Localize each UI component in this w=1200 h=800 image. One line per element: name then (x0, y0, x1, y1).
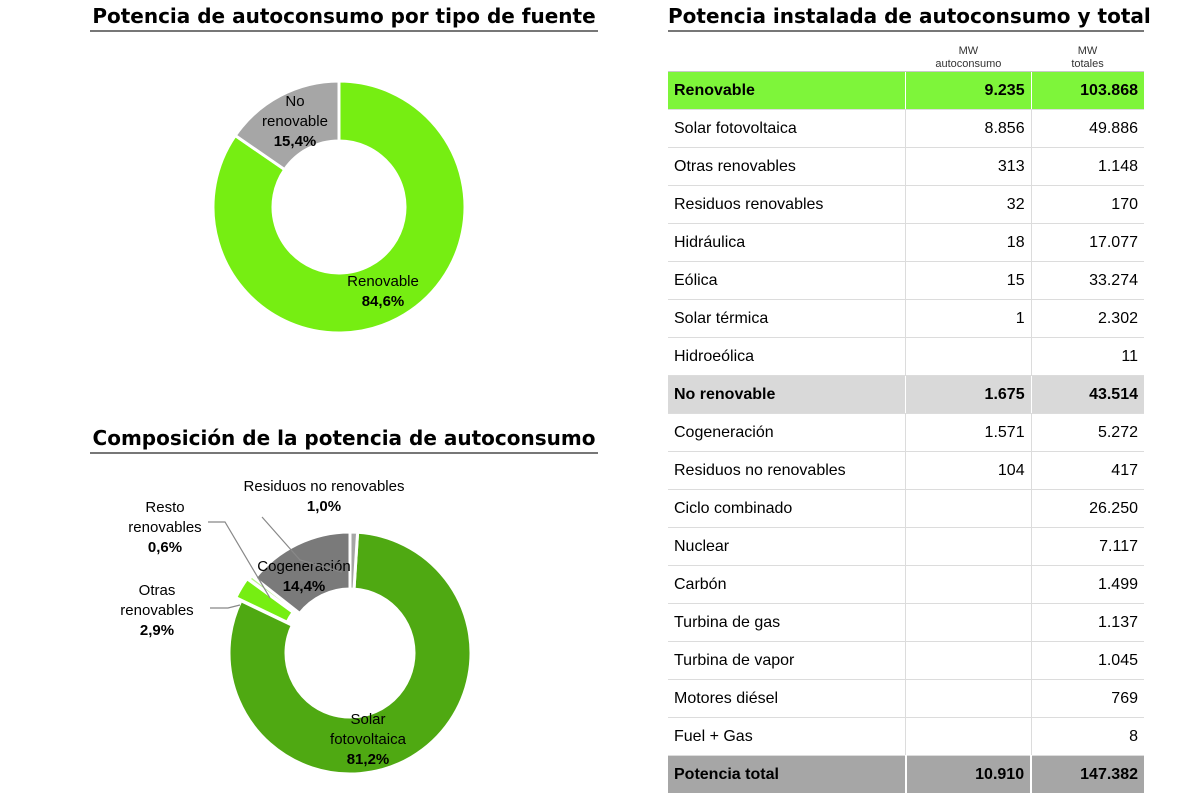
donut2-label-0: Solar fotovoltaica 81,2% (330, 711, 406, 768)
row-name: No renovable (668, 376, 906, 414)
row-name: Solar térmica (668, 300, 906, 338)
row-name: Turbina de vapor (668, 642, 906, 680)
table-row (668, 566, 1144, 604)
row-autoconsumo: 10.910 (906, 756, 1031, 794)
donut1-label-0: Renovable 84,6% (347, 273, 419, 310)
row-name: Eólica (668, 262, 906, 300)
row-name: Hidroeólica (668, 338, 906, 376)
row-total: 17.077 (1031, 224, 1144, 262)
table-row (668, 72, 1144, 110)
capacity-table (668, 38, 1144, 793)
row-autoconsumo (906, 642, 1031, 680)
row-name: Solar fotovoltaica (668, 110, 906, 148)
table-row (668, 376, 1144, 414)
row-name: Renovable (668, 72, 906, 110)
row-total: 417 (1031, 452, 1144, 490)
table-row (668, 604, 1144, 642)
table-row (668, 414, 1144, 452)
row-name: Carbón (668, 566, 906, 604)
table-header-autoconsumo: MW autoconsumo (906, 38, 1031, 72)
row-total: 170 (1031, 186, 1144, 224)
table-row (668, 224, 1144, 262)
row-name: Residuos no renovables (668, 452, 906, 490)
row-name: Potencia total (668, 756, 906, 794)
table-row (668, 490, 1144, 528)
row-autoconsumo (906, 718, 1031, 756)
row-autoconsumo: 8.856 (906, 110, 1031, 148)
row-total: 2.302 (1031, 300, 1144, 338)
row-name: Motores diésel (668, 680, 906, 718)
row-autoconsumo (906, 338, 1031, 376)
row-autoconsumo (906, 680, 1031, 718)
table-row (668, 452, 1144, 490)
table-row (668, 300, 1144, 338)
table-row (668, 642, 1144, 680)
row-autoconsumo: 104 (906, 452, 1031, 490)
donut2-label-3: Cogeneración 14,4% (257, 558, 351, 595)
row-total: 8 (1031, 718, 1144, 756)
row-name: Cogeneración (668, 414, 906, 452)
row-name: Fuel + Gas (668, 718, 906, 756)
donut1-title: Potencia de autoconsumo por tipo de fuente (90, 4, 598, 32)
table-row (668, 718, 1144, 756)
row-total: 43.514 (1031, 376, 1144, 414)
row-name: Turbina de gas (668, 604, 906, 642)
table-row (668, 756, 1144, 794)
row-autoconsumo: 15 (906, 262, 1031, 300)
row-autoconsumo: 18 (906, 224, 1031, 262)
row-total: 1.045 (1031, 642, 1144, 680)
row-autoconsumo (906, 490, 1031, 528)
table-title: Potencia instalada de autoconsumo y total (668, 4, 1144, 32)
row-autoconsumo (906, 528, 1031, 566)
row-autoconsumo: 313 (906, 148, 1031, 186)
row-autoconsumo: 1.571 (906, 414, 1031, 452)
donut2-label-4: Residuos no renovables 1,0% (243, 478, 405, 515)
row-total: 11 (1031, 338, 1144, 376)
table-row (668, 528, 1144, 566)
table-row (668, 338, 1144, 376)
row-name: Nuclear (668, 528, 906, 566)
row-total: 5.272 (1031, 414, 1144, 452)
donut2-title: Composición de la potencia de autoconsumo (90, 426, 598, 454)
table-header-row (668, 38, 1144, 72)
row-name: Hidráulica (668, 224, 906, 262)
row-autoconsumo: 9.235 (906, 72, 1031, 110)
row-name: Ciclo combinado (668, 490, 906, 528)
row-total: 1.137 (1031, 604, 1144, 642)
row-name: Residuos renovables (668, 186, 906, 224)
row-name: Otras renovables (668, 148, 906, 186)
donut1-label-1: No renovable 15,4% (262, 93, 328, 150)
leader-otras-renovables (210, 605, 240, 608)
table-row (668, 680, 1144, 718)
row-total: 769 (1031, 680, 1144, 718)
row-total: 7.117 (1031, 528, 1144, 566)
row-total: 26.250 (1031, 490, 1144, 528)
row-total: 1.499 (1031, 566, 1144, 604)
row-total: 33.274 (1031, 262, 1144, 300)
donut2-label-1: Otras renovables 2,9% (120, 582, 194, 639)
row-total: 147.382 (1031, 756, 1144, 794)
donut2-label-2: Resto renovables 0,6% (128, 499, 202, 556)
row-total: 49.886 (1031, 110, 1144, 148)
row-autoconsumo (906, 566, 1031, 604)
row-autoconsumo: 1 (906, 300, 1031, 338)
table-header-totales: MW totales (1031, 38, 1144, 72)
table-row (668, 262, 1144, 300)
table-row (668, 186, 1144, 224)
table-row (668, 110, 1144, 148)
table-row (668, 148, 1144, 186)
row-autoconsumo: 1.675 (906, 376, 1031, 414)
row-autoconsumo: 32 (906, 186, 1031, 224)
row-autoconsumo (906, 604, 1031, 642)
table-header-name (668, 38, 906, 72)
row-total: 103.868 (1031, 72, 1144, 110)
row-total: 1.148 (1031, 148, 1144, 186)
